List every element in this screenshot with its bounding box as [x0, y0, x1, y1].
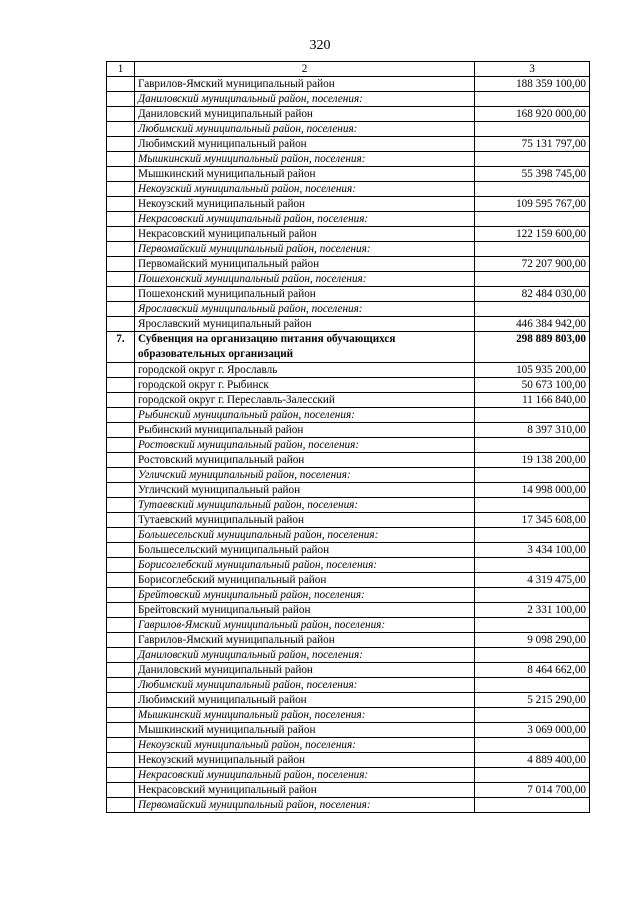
amount-cell: 8 397 310,00: [475, 423, 590, 438]
recipient-name-cell: Даниловский муниципальный район: [135, 663, 475, 678]
subheading-row: [107, 438, 590, 453]
recipient-name-cell: Ярославский муниципальный район: [135, 317, 475, 332]
recipient-name-cell: Тутаевский муниципальный район, поселения:: [135, 498, 475, 513]
table-row: [107, 543, 590, 558]
subheading-row: [107, 152, 590, 167]
table-row: [107, 483, 590, 498]
recipient-name-cell: Любимский муниципальный район: [135, 137, 475, 152]
recipient-name-cell: Пошехонский муниципальный район: [135, 287, 475, 302]
row-number-cell: [107, 558, 135, 573]
row-number-cell: [107, 197, 135, 212]
recipient-name-cell: Угличский муниципальный район, поселения:: [135, 468, 475, 483]
row-number-cell: [107, 588, 135, 603]
recipient-name-cell: Ярославский муниципальный район, поселения:: [135, 302, 475, 317]
recipient-name-cell: Большесельский муниципальный район, поселения:: [135, 528, 475, 543]
row-number-cell: [107, 708, 135, 723]
recipient-name-cell: Любимский муниципальный район, поселения:: [135, 678, 475, 693]
row-number-cell: [107, 257, 135, 272]
subheading-row: [107, 242, 590, 257]
row-number-cell: [107, 152, 135, 167]
subheading-row: [107, 648, 590, 663]
amount-cell: 168 920 000,00: [475, 107, 590, 122]
recipient-name-cell: Гаврилов-Ямский муниципальный район, поселения:: [135, 618, 475, 633]
recipient-name-cell: Некоузский муниципальный район, поселения:: [135, 182, 475, 197]
recipient-name-cell: Любимский муниципальный район: [135, 693, 475, 708]
amount-cell: 446 384 942,00: [475, 317, 590, 332]
amount-cell: 11 166 840,00: [475, 393, 590, 408]
recipient-name-cell: Некрасовский муниципальный район: [135, 227, 475, 242]
subheading-row: [107, 92, 590, 107]
amount-cell: [475, 558, 590, 573]
subheading-row: [107, 302, 590, 317]
table-row: [107, 257, 590, 272]
recipient-name-cell: Брейтовский муниципальный район, поселения:: [135, 588, 475, 603]
amount-cell: 3 069 000,00: [475, 723, 590, 738]
subheading-row: [107, 212, 590, 227]
amount-cell: 14 998 000,00: [475, 483, 590, 498]
row-number-cell: [107, 648, 135, 663]
table-row: [107, 723, 590, 738]
amount-cell: [475, 738, 590, 753]
column-header-3: 3: [475, 62, 590, 77]
recipient-name-cell: Субвенция на организацию питания обучающихся образовательных организаций: [135, 332, 475, 363]
row-number-cell: [107, 603, 135, 618]
amount-cell: [475, 678, 590, 693]
recipient-name-cell: Некоузский муниципальный район: [135, 753, 475, 768]
recipient-name-cell: Первомайский муниципальный район: [135, 257, 475, 272]
budget-table: [106, 61, 590, 813]
amount-cell: 8 464 662,00: [475, 663, 590, 678]
subheading-row: [107, 498, 590, 513]
amount-cell: 82 484 030,00: [475, 287, 590, 302]
row-number-cell: [107, 317, 135, 332]
row-number-cell: [107, 302, 135, 317]
recipient-name-cell: Ростовский муниципальный район: [135, 453, 475, 468]
recipient-name-cell: Большесельский муниципальный район: [135, 543, 475, 558]
row-number-cell: [107, 287, 135, 302]
row-number-cell: [107, 513, 135, 528]
recipient-name-cell: Некрасовский муниципальный район, поселения:: [135, 212, 475, 227]
section-header-row: [107, 332, 590, 363]
amount-cell: 5 215 290,00: [475, 693, 590, 708]
amount-cell: [475, 122, 590, 137]
row-number-cell: [107, 783, 135, 798]
table-row: [107, 167, 590, 182]
recipient-name-cell: Мышкинский муниципальный район: [135, 723, 475, 738]
amount-cell: 7 014 700,00: [475, 783, 590, 798]
recipient-name-cell: Даниловский муниципальный район: [135, 107, 475, 122]
recipient-name-cell: Некоузский муниципальный район: [135, 197, 475, 212]
recipient-name-cell: Первомайский муниципальный район, поселения:: [135, 242, 475, 257]
row-number-cell: [107, 167, 135, 182]
amount-cell: [475, 528, 590, 543]
table-row: [107, 423, 590, 438]
table-row: [107, 693, 590, 708]
row-number-cell: [107, 92, 135, 107]
row-number-cell: [107, 663, 135, 678]
amount-cell: [475, 438, 590, 453]
row-number-cell: [107, 723, 135, 738]
amount-cell: 4 889 400,00: [475, 753, 590, 768]
amount-cell: 19 138 200,00: [475, 453, 590, 468]
recipient-name-cell: Некоузский муниципальный район, поселения:: [135, 738, 475, 753]
table-row: [107, 663, 590, 678]
amount-cell: 3 434 100,00: [475, 543, 590, 558]
amount-cell: [475, 468, 590, 483]
subheading-row: [107, 408, 590, 423]
row-number-cell: [107, 573, 135, 588]
recipient-name-cell: городской округ г. Ярославль: [135, 363, 475, 378]
row-number-cell: [107, 753, 135, 768]
recipient-name-cell: Даниловский муниципальный район, поселения:: [135, 648, 475, 663]
amount-cell: 4 319 475,00: [475, 573, 590, 588]
subheading-row: [107, 528, 590, 543]
subheading-row: [107, 182, 590, 197]
recipient-name-cell: городской округ г. Переславль-Залесский: [135, 393, 475, 408]
subheading-row: [107, 272, 590, 287]
amount-cell: [475, 92, 590, 107]
amount-cell: 109 595 767,00: [475, 197, 590, 212]
row-number-cell: [107, 498, 135, 513]
amount-cell: 105 935 200,00: [475, 363, 590, 378]
table-body: [107, 77, 590, 813]
subheading-row: [107, 798, 590, 813]
amount-cell: 75 131 797,00: [475, 137, 590, 152]
amount-cell: 298 889 803,00: [475, 332, 590, 363]
amount-cell: [475, 588, 590, 603]
subheading-row: [107, 618, 590, 633]
amount-cell: 2 331 100,00: [475, 603, 590, 618]
page-number: 320: [309, 38, 331, 53]
recipient-name-cell: Мышкинский муниципальный район, поселения:: [135, 708, 475, 723]
row-number-cell: [107, 363, 135, 378]
row-number-cell: [107, 693, 135, 708]
recipient-name-cell: Первомайский муниципальный район, поселения:: [135, 798, 475, 813]
table-row: [107, 633, 590, 648]
row-number-cell: [107, 528, 135, 543]
table-row: [107, 227, 590, 242]
table-row: [107, 378, 590, 393]
amount-cell: [475, 618, 590, 633]
row-number-cell: [107, 483, 135, 498]
recipient-name-cell: городской округ г. Рыбинск: [135, 378, 475, 393]
recipient-name-cell: Любимский муниципальный район, поселения:: [135, 122, 475, 137]
row-number-cell: [107, 618, 135, 633]
recipient-name-cell: Гаврилов-Ямский муниципальный район: [135, 77, 475, 92]
amount-cell: [475, 408, 590, 423]
table-row: [107, 603, 590, 618]
table-row: [107, 573, 590, 588]
amount-cell: 9 098 290,00: [475, 633, 590, 648]
row-number-cell: [107, 272, 135, 287]
table-row: [107, 453, 590, 468]
row-number-cell: [107, 768, 135, 783]
amount-cell: [475, 242, 590, 257]
row-number-cell: [107, 453, 135, 468]
table-row: [107, 363, 590, 378]
table-row: [107, 513, 590, 528]
recipient-name-cell: Рыбинский муниципальный район, поселения:: [135, 408, 475, 423]
row-number-cell: [107, 77, 135, 92]
recipient-name-cell: Некрасовский муниципальный район, поселения:: [135, 768, 475, 783]
recipient-name-cell: Угличский муниципальный район: [135, 483, 475, 498]
recipient-name-cell: Рыбинский муниципальный район: [135, 423, 475, 438]
table-row: [107, 107, 590, 122]
row-number-cell: [107, 212, 135, 227]
amount-cell: [475, 302, 590, 317]
subheading-row: [107, 738, 590, 753]
row-number-cell: [107, 468, 135, 483]
amount-cell: 17 345 608,00: [475, 513, 590, 528]
table-row: [107, 393, 590, 408]
subheading-row: [107, 122, 590, 137]
amount-cell: 188 359 100,00: [475, 77, 590, 92]
amount-cell: [475, 152, 590, 167]
amount-cell: [475, 272, 590, 287]
row-number-cell: [107, 438, 135, 453]
amount-cell: 50 673 100,00: [475, 378, 590, 393]
table-row: [107, 287, 590, 302]
column-header-1: 1: [107, 62, 135, 77]
amount-cell: [475, 768, 590, 783]
recipient-name-cell: Мышкинский муниципальный район: [135, 167, 475, 182]
row-number-cell: [107, 633, 135, 648]
row-number-cell: 7.: [107, 332, 135, 363]
amount-cell: 122 159 600,00: [475, 227, 590, 242]
table-row: [107, 137, 590, 152]
subheading-row: [107, 768, 590, 783]
amount-cell: [475, 648, 590, 663]
column-number-row: [107, 62, 590, 77]
row-number-cell: [107, 182, 135, 197]
table-row: [107, 317, 590, 332]
row-number-cell: [107, 798, 135, 813]
row-number-cell: [107, 393, 135, 408]
recipient-name-cell: Брейтовский муниципальный район: [135, 603, 475, 618]
table-row: [107, 197, 590, 212]
row-number-cell: [107, 107, 135, 122]
amount-cell: 55 398 745,00: [475, 167, 590, 182]
row-number-cell: [107, 227, 135, 242]
subheading-row: [107, 678, 590, 693]
row-number-cell: [107, 378, 135, 393]
row-number-cell: [107, 242, 135, 257]
recipient-name-cell: Гаврилов-Ямский муниципальный район: [135, 633, 475, 648]
subheading-row: [107, 588, 590, 603]
row-number-cell: [107, 122, 135, 137]
subheading-row: [107, 558, 590, 573]
recipient-name-cell: Борисоглебский муниципальный район, поселения:: [135, 558, 475, 573]
row-number-cell: [107, 738, 135, 753]
table-row: [107, 77, 590, 92]
recipient-name-cell: Тутаевский муниципальный район: [135, 513, 475, 528]
row-number-cell: [107, 137, 135, 152]
amount-cell: [475, 798, 590, 813]
recipient-name-cell: Ростовский муниципальный район, поселения:: [135, 438, 475, 453]
amount-cell: 72 207 900,00: [475, 257, 590, 272]
amount-cell: [475, 708, 590, 723]
recipient-name-cell: Даниловский муниципальный район, поселения:: [135, 92, 475, 107]
recipient-name-cell: Пошехонский муниципальный район, поселения:: [135, 272, 475, 287]
row-number-cell: [107, 423, 135, 438]
row-number-cell: [107, 408, 135, 423]
row-number-cell: [107, 678, 135, 693]
amount-cell: [475, 498, 590, 513]
row-number-cell: [107, 543, 135, 558]
amount-cell: [475, 182, 590, 197]
subheading-row: [107, 708, 590, 723]
recipient-name-cell: Некрасовский муниципальный район: [135, 783, 475, 798]
column-header-2: 2: [135, 62, 475, 77]
recipient-name-cell: Мышкинский муниципальный район, поселения:: [135, 152, 475, 167]
subheading-row: [107, 468, 590, 483]
table-row: [107, 753, 590, 768]
table-row: [107, 783, 590, 798]
recipient-name-cell: Борисоглебский муниципальный район: [135, 573, 475, 588]
amount-cell: [475, 212, 590, 227]
